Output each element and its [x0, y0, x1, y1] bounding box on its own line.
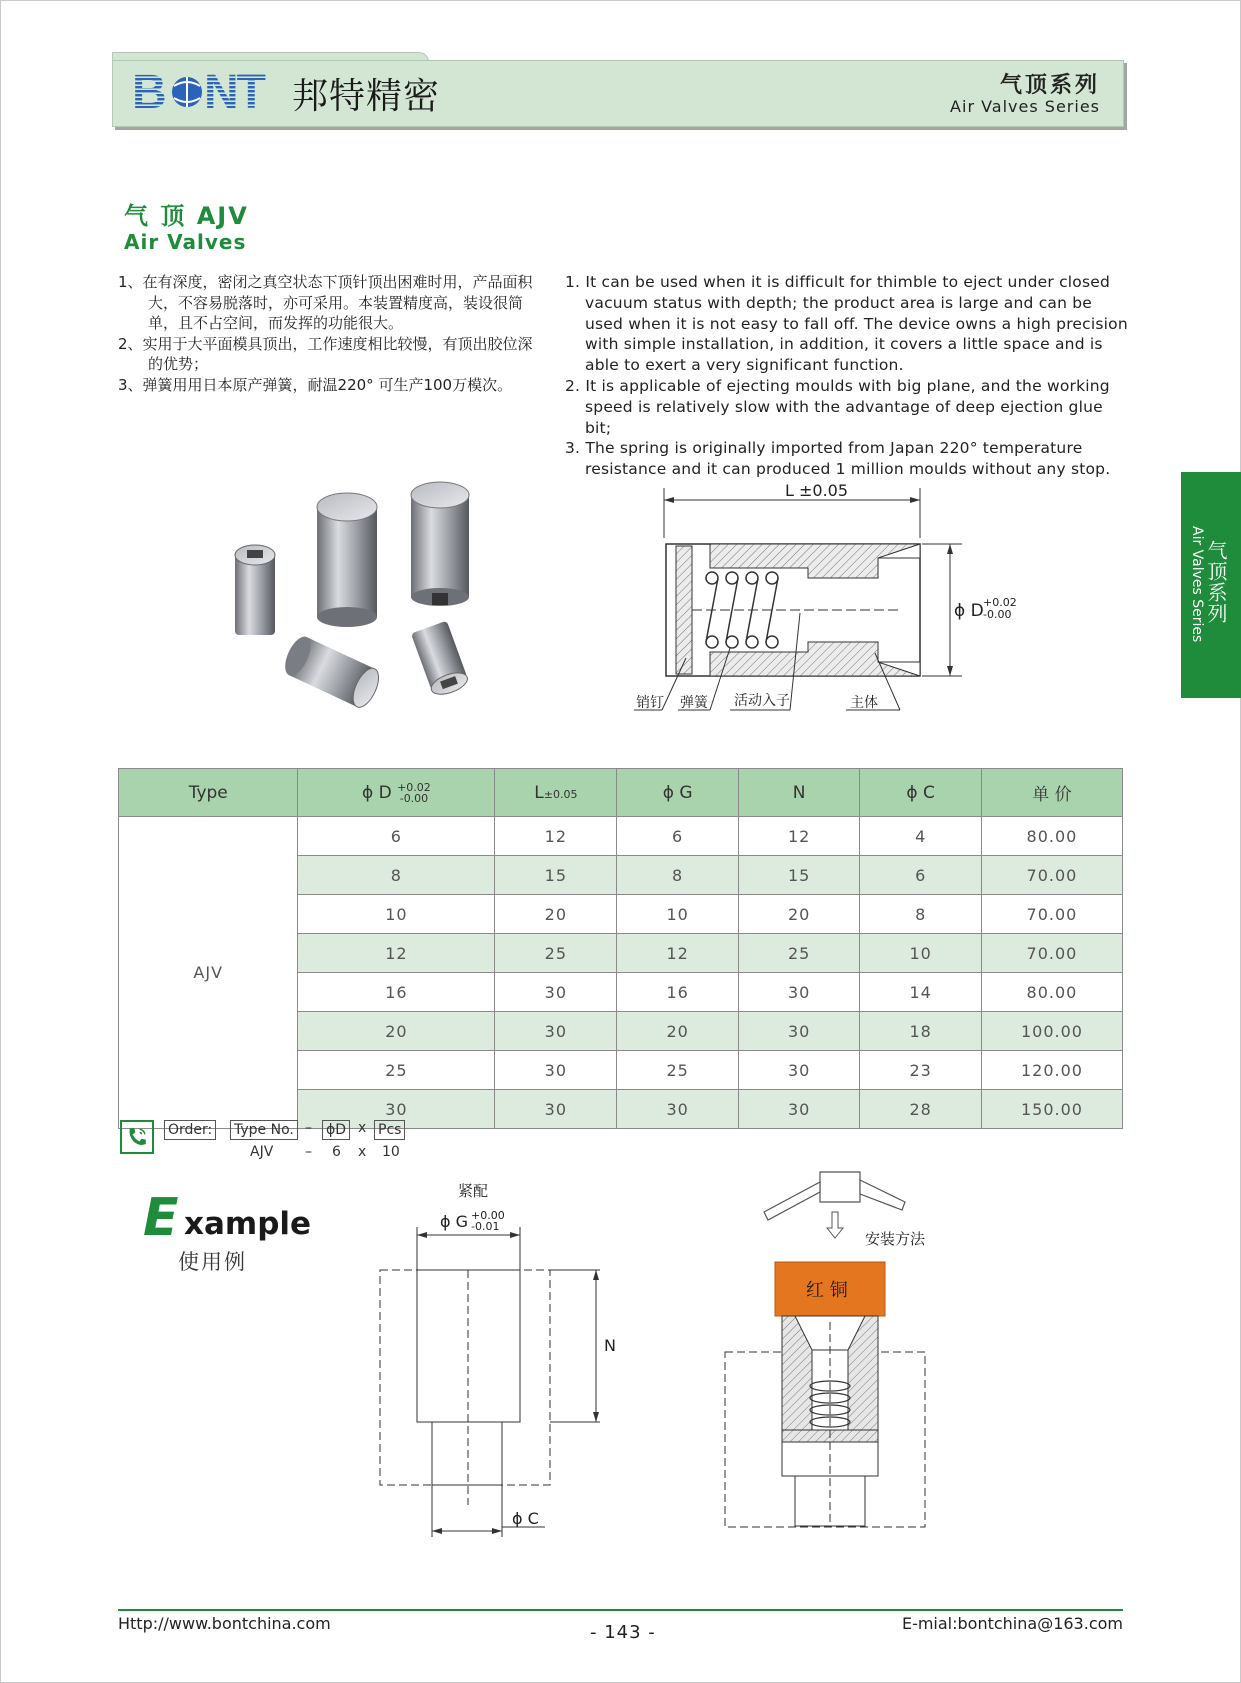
- cell-n: 30: [738, 1012, 860, 1051]
- cell-g: 16: [617, 973, 739, 1012]
- c-label: ϕ C: [512, 1509, 539, 1528]
- bont-logo: [132, 66, 292, 119]
- copper-label: 红 铜: [806, 1280, 848, 1301]
- cell-n: 12: [738, 817, 860, 856]
- cell-g: 8: [617, 856, 739, 895]
- cell-l: 30: [495, 1090, 617, 1129]
- cell-d: 25: [298, 1051, 495, 1090]
- th-d: [298, 769, 495, 817]
- th-d-text: ϕ D: [361, 782, 392, 803]
- install-label: 安装方法: [865, 1230, 926, 1248]
- cell-d: 20: [298, 1012, 495, 1051]
- desc-en-item: 2. It is applicable of ejecting moulds with big plane, and the working speed is relatively slow with the advantage of deep ejection glue bit;: [565, 376, 1110, 437]
- dim-d-tol-up: +0.02: [983, 596, 1017, 609]
- cell-n: 25: [738, 934, 860, 973]
- cell-price: 70.00: [981, 856, 1122, 895]
- cell-c: 18: [860, 1012, 982, 1051]
- th-g: ϕ G: [617, 769, 739, 817]
- th-l: [495, 769, 617, 817]
- cell-l: 20: [495, 895, 617, 934]
- order-dash: –: [305, 1120, 312, 1136]
- example-title-cn: 使用例: [178, 1250, 247, 1274]
- example-big-letter: E: [143, 1188, 179, 1248]
- dim-l-label: L ±0.05: [785, 481, 849, 500]
- label-pin: 销钉: [636, 695, 664, 711]
- cell-d: 30: [298, 1090, 495, 1129]
- order-d: ϕD: [322, 1120, 350, 1140]
- order-format: [120, 1120, 520, 1160]
- footer-divider: [118, 1609, 1123, 1611]
- fit-dimension-diagram: [370, 1175, 616, 1545]
- cell-g: 20: [617, 1012, 739, 1051]
- cell-price: 80.00: [981, 817, 1122, 856]
- cell-l: 30: [495, 973, 617, 1012]
- cell-c: 10: [860, 934, 982, 973]
- description-en: [565, 272, 1130, 480]
- side-tab-label-cn: 气顶系列: [1204, 540, 1228, 624]
- cell-price: 70.00: [981, 934, 1122, 973]
- desc-cn-item: 2、实用于大平面模具顶出，工作速度相比较慢，有顶出胶位深的优势；: [118, 334, 533, 373]
- table-row: [119, 817, 1123, 856]
- cell-g: 30: [617, 1090, 739, 1129]
- order-example-x: x: [358, 1144, 367, 1160]
- cell-l: 30: [495, 1012, 617, 1051]
- cell-price: 70.00: [981, 895, 1122, 934]
- cell-price: 150.00: [981, 1090, 1122, 1129]
- g-label: ϕ G: [440, 1212, 469, 1231]
- table-header-row: [119, 769, 1123, 817]
- example-title: xample: [184, 1206, 312, 1242]
- page-header: [112, 52, 1122, 125]
- product-title-cn: 气 顶 AJV: [124, 202, 249, 230]
- cell-c: 6: [860, 856, 982, 895]
- phone-icon: [120, 1120, 154, 1154]
- order-example-type: AJV: [250, 1144, 274, 1160]
- dim-d-label: ϕ D: [954, 601, 984, 621]
- installation-diagram: [720, 1172, 955, 1532]
- fit-label: 紧配: [458, 1182, 489, 1200]
- th-price: 单 价: [981, 769, 1122, 817]
- cell-c: 4: [860, 817, 982, 856]
- g-tol-up: +0.00: [471, 1209, 505, 1222]
- cell-g: 6: [617, 817, 739, 856]
- side-tab-label-en: Air Valves Series: [1189, 526, 1205, 643]
- footer-email[interactable]: E-mial:bontchina@163.com: [901, 1614, 1123, 1633]
- cell-l: 30: [495, 1051, 617, 1090]
- product-photo: [225, 485, 485, 700]
- label-insert: 活动入子: [734, 693, 790, 709]
- n-label: N: [604, 1336, 616, 1355]
- desc-en-item: 3. The spring is originally imported from Japan 220° temperature resistance and it can produced 1 million moulds without any stop.: [565, 439, 1111, 479]
- th-type: Type: [119, 769, 298, 817]
- desc-cn-item: 1、在有深度，密闭之真空状态下顶针顶出困难时用，产品面积大，不容易脱落时，亦可采用。本装置精度高，装设很简单，且不占空间，而发挥的功能很大。: [118, 273, 533, 332]
- cell-g: 12: [617, 934, 739, 973]
- arrow-down-icon: [827, 1212, 843, 1238]
- desc-en-item: 1. It can be used when it is difficult for thimble to eject under closed vacuum status with depth; the product area is large and can be used when it is not easy to fall off. The device owns a high precision with simple installation, in addition, it covers a little space and is able to exert a very significant function.: [565, 273, 1128, 375]
- cell-n: 30: [738, 1051, 860, 1090]
- cell-l: 12: [495, 817, 617, 856]
- order-pcs: Pcs: [374, 1120, 405, 1140]
- cell-l: 15: [495, 856, 617, 895]
- cell-d: 12: [298, 934, 495, 973]
- th-l-tol: ±0.05: [543, 787, 578, 801]
- cell-d: 16: [298, 973, 495, 1012]
- cell-c: 14: [860, 973, 982, 1012]
- cell-price: 80.00: [981, 973, 1122, 1012]
- th-d-up: +0.02: [397, 780, 431, 794]
- footer-url[interactable]: Http://www.bontchina.com: [118, 1614, 331, 1633]
- cell-price: 120.00: [981, 1051, 1122, 1090]
- order-example-pcs: 10: [382, 1144, 400, 1160]
- series-title-cn: 气顶系列: [999, 73, 1100, 98]
- order-type-no: Type No.: [230, 1120, 298, 1140]
- th-d-low: -0.00: [399, 791, 429, 805]
- cell-d: 10: [298, 895, 495, 934]
- product-title-en: Air Valves: [124, 230, 247, 254]
- cell-n: 15: [738, 856, 860, 895]
- order-example-d: 6: [332, 1144, 341, 1160]
- cell-c: 28: [860, 1090, 982, 1129]
- order-x: x: [358, 1120, 367, 1136]
- th-c: ϕ C: [860, 769, 982, 817]
- cell-n: 20: [738, 895, 860, 934]
- brand-name-cn: 邦特精密: [292, 76, 441, 117]
- cell-c: 23: [860, 1051, 982, 1090]
- type-cell: AJV: [119, 817, 298, 1129]
- th-n: N: [738, 769, 860, 817]
- order-example-dash: –: [305, 1144, 312, 1160]
- cross-section-diagram: [636, 478, 1080, 728]
- description-cn: [118, 272, 538, 395]
- cell-g: 25: [617, 1051, 739, 1090]
- cell-l: 25: [495, 934, 617, 973]
- cell-n: 30: [738, 973, 860, 1012]
- page-number: - 143 -: [590, 1622, 656, 1643]
- series-title-en: Air Valves Series: [950, 97, 1100, 116]
- cell-c: 8: [860, 895, 982, 934]
- svg-text:B: B: [132, 66, 165, 119]
- th-l-text: L: [534, 782, 544, 803]
- label-spring: 弹簧: [680, 695, 708, 711]
- svg-text:NT: NT: [204, 66, 264, 119]
- dim-d-tol-low: -0.00: [983, 608, 1012, 621]
- spec-table: [118, 768, 1123, 1129]
- order-label: Order:: [164, 1120, 216, 1140]
- cell-d: 8: [298, 856, 495, 895]
- cell-price: 100.00: [981, 1012, 1122, 1051]
- cell-g: 10: [617, 895, 739, 934]
- desc-cn-item: 3、弹簧用用日本原产弹簧，耐温220° 可生产100万模次。: [118, 375, 513, 394]
- cell-d: 6: [298, 817, 495, 856]
- g-tol-low: -0.01: [471, 1220, 500, 1233]
- cell-n: 30: [738, 1090, 860, 1129]
- label-body: 主体: [850, 695, 878, 711]
